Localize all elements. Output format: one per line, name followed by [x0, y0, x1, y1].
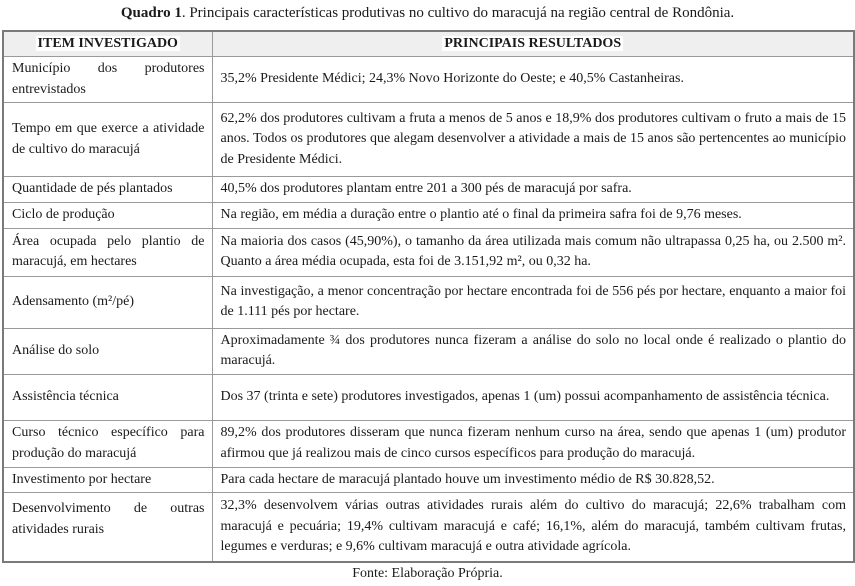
result-cell: Dos 37 (trinta e sete) produtores investigados, apenas 1 (um) possui acompanhamento de assistência técnica. [212, 374, 854, 420]
table-header-row [3, 31, 854, 57]
result-cell: 62,2% dos produtores cultivam a fruta a menos de 5 anos e 18,9% dos produtores cultivam o fruto a mais de 15 anos. Todos os produtores que alegam desenvolver a atividade a mais de 15 anos são pertencentes ao município de Presidente Médici. [212, 103, 854, 177]
item-cell: Município dos produtores entrevistados [3, 57, 212, 103]
result-cell: Na investigação, a menor concentração por hectare encontrada foi de 556 pés por hectare, enquanto a maior foi de 1.111 pés por hectare. [212, 276, 854, 328]
header-results: PRINCIPAIS RESULTADOS [212, 31, 854, 57]
table-row [3, 420, 854, 467]
item-cell: Ciclo de produção [3, 202, 212, 228]
item-cell: Curso técnico específico para produção do maracujá [3, 420, 212, 467]
table-row [3, 228, 854, 276]
header-item: ITEM INVESTIGADO [3, 31, 212, 57]
caption-text: . Principais características produtivas no cultivo do maracujá na região central de Rondônia. [181, 5, 735, 21]
result-cell: Na região, em média a duração entre o plantio até o final da primeira safra foi de 9,76 meses. [212, 202, 854, 228]
result-cell: 89,2% dos produtores disseram que nunca fizeram nenhum curso na área, sendo que apenas 1 (um) produtor afirmou que já realizou mais de cinco cursos específicos para produção do maracujá. [212, 420, 854, 467]
table-row [3, 103, 854, 177]
table-row [3, 202, 854, 228]
table-row [3, 374, 854, 420]
item-cell: Tempo em que exerce a atividade de cultivo do maracujá [3, 103, 212, 177]
caption-label: Quadro 1 [120, 5, 182, 21]
item-cell: Assistência técnica [3, 374, 212, 420]
source-note: Fonte: Elaboração Própria. [352, 566, 503, 581]
results-table [2, 30, 855, 563]
item-cell: Adensamento (m²/pé) [3, 276, 212, 328]
table-row [3, 467, 854, 493]
result-cell: 32,3% desenvolvem várias outras atividades rurais além do cultivo do maracujá; 22,6% trabalham com maracujá e pecuária; 19,4% cultivam maracujá e café; 16,1%, além do maracujá, também cultivam frutas, legumes e verduras; e 9,6% cultivam maracujá e outra atividade agrícola. [212, 493, 854, 562]
table-row [3, 276, 854, 328]
table-row [3, 328, 854, 374]
table-caption [0, 3, 855, 23]
table-row [3, 177, 854, 203]
item-cell: Área ocupada pelo plantio de maracujá, em hectares [3, 228, 212, 276]
result-cell: 35,2% Presidente Médici; 24,3% Novo Horizonte do Oeste; e 40,5% Castanheiras. [212, 57, 854, 103]
table-row [3, 493, 854, 562]
item-cell: Análise do solo [3, 328, 212, 374]
result-cell: 40,5% dos produtores plantam entre 201 a 300 pés de maracujá por safra. [212, 177, 854, 203]
item-cell: Quantidade de pés plantados [3, 177, 212, 203]
item-cell: Desenvolvimento de outras atividades rurais [3, 493, 212, 562]
item-cell: Investimento por hectare [3, 467, 212, 493]
result-cell: Para cada hectare de maracujá plantado houve um investimento médio de R$ 30.828,52. [212, 467, 854, 493]
result-cell: Aproximadamente ¾ dos produtores nunca fizeram a análise do solo no local onde é realizado o plantio do maracujá. [212, 328, 854, 374]
table-row [3, 57, 854, 103]
result-cell: Na maioria dos casos (45,90%), o tamanho da área utilizada mais comum não ultrapassa 0,25 ha, ou 2.500 m². Quanto a área média ocupada, esta foi de 3.151,92 m², ou 0,32 ha. [212, 228, 854, 276]
